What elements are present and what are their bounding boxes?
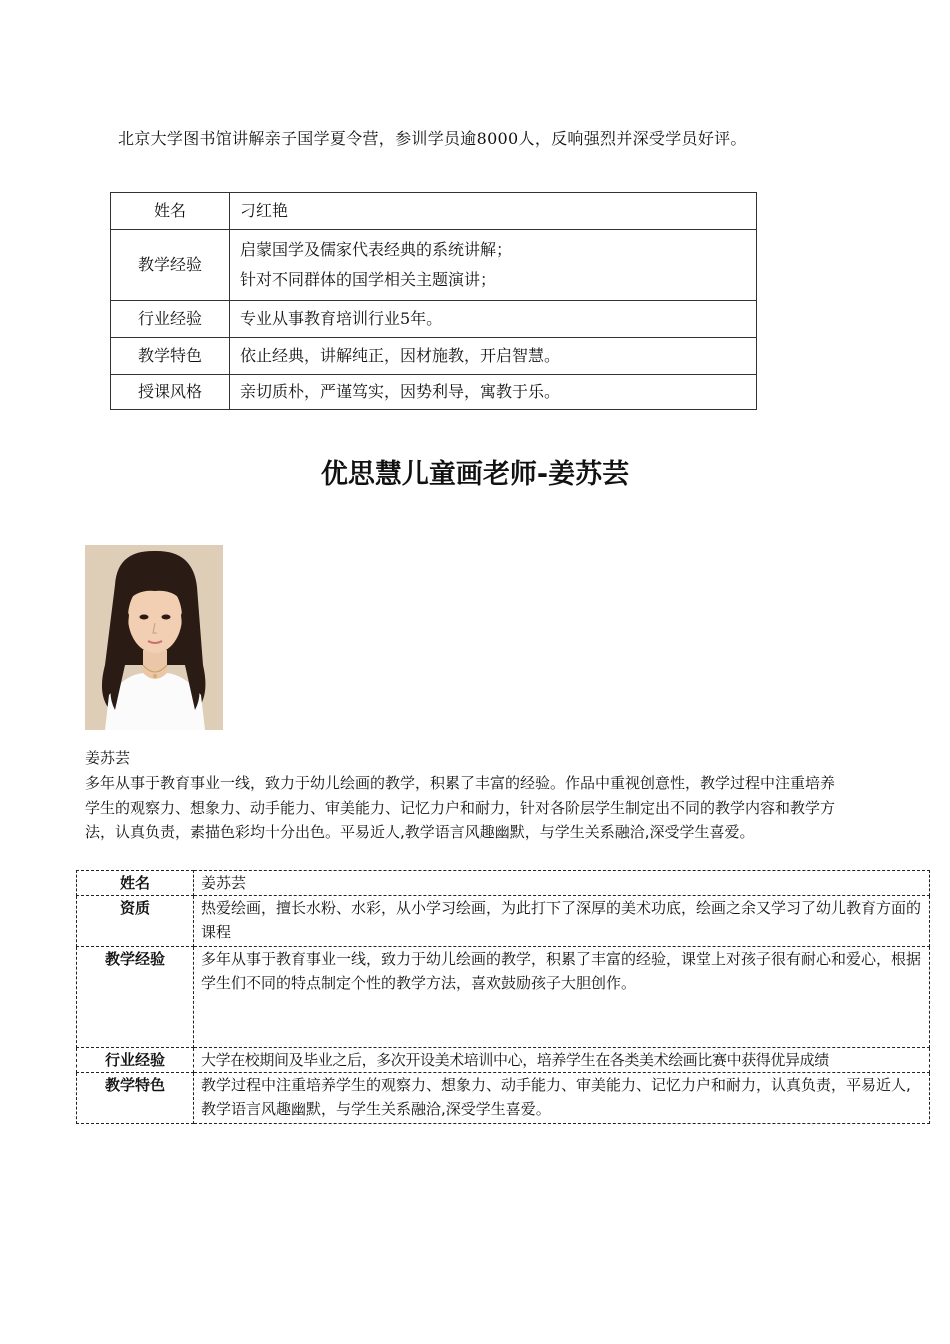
row-value-industry-experience: 大学在校期间及毕业之后，多次开设美术培训中心，培养学生在各类美术绘画比赛中获得优异成绩: [194, 1048, 930, 1073]
section-title: 优思慧儿童画老师-姜苏芸: [320, 459, 630, 490]
row-value-teaching-experience: [230, 230, 757, 301]
row-value-name: 姜苏芸: [194, 871, 930, 896]
row-label-industry-experience: 行业经验: [77, 1048, 194, 1073]
value-line: 针对不同群体的国学相关主题演讲；: [240, 270, 497, 289]
row-value-name: 刁红艳: [230, 193, 757, 230]
table-row: [111, 301, 757, 338]
teacher1-info-table: [110, 192, 757, 410]
row-label-name: 姓名: [77, 871, 194, 896]
table-row: [77, 896, 930, 947]
table-row: [77, 1073, 930, 1124]
row-value-teaching-style: 亲切质朴，严谨笃实，因势利导，寓教于乐。: [230, 375, 757, 410]
row-value-teaching-experience: 多年从事于教育事业一线，致力于幼儿绘画的教学，积累了丰富的经验，课堂上对孩子很有耐心和爱心，根据学生们不同的特点制定个性的教学方法，喜欢鼓励孩子大胆创作。: [194, 947, 930, 1048]
table-row: [111, 230, 757, 301]
row-label-teaching-style: 授课风格: [111, 375, 230, 410]
row-label-teaching-experience: 教学经验: [77, 947, 194, 1048]
row-value-teaching-features: 依止经典，讲解纯正，因材施教，开启智慧。: [230, 338, 757, 375]
row-label-teaching-features: 教学特色: [111, 338, 230, 375]
table-row: [77, 1048, 930, 1073]
row-value-teaching-features: 教学过程中注重培养学生的观察力、想象力、动手能力、审美能力、记忆力户和耐力，认真负责，平易近人,教学语言风趣幽默，与学生关系融洽,深受学生喜爱。: [194, 1073, 930, 1124]
portrait-photo: [85, 545, 223, 730]
table-row: [111, 193, 757, 230]
teacher2-info-table: [76, 870, 930, 1124]
row-value-industry-experience: 专业从事教育培训行业5年。: [230, 301, 757, 338]
row-label-teaching-features: 教学特色: [77, 1073, 194, 1124]
row-label-qualification: 资质: [77, 896, 194, 947]
table-row: [111, 338, 757, 375]
row-label-industry-experience: 行业经验: [111, 301, 230, 338]
table-row: [111, 375, 757, 410]
row-label-name: 姓名: [111, 193, 230, 230]
portrait-illustration: [85, 545, 223, 730]
table-row: [77, 871, 930, 896]
value-line: 启蒙国学及儒家代表经典的系统讲解；: [240, 240, 513, 259]
bio-paragraph: 多年从事于教育事业一线，致力于幼儿绘画的教学，积累了丰富的经验。作品中重视创意性，教学过程中注重培养学生的观察力、想象力、动手能力、审美能力、记忆力户和耐力，针对各阶层学生制定出不同的教学内容和教学方法，认真负责，素描色彩均十分出色。平易近人,教学语言风趣幽默，与学生关系融洽,深受学生喜爱。: [85, 774, 836, 841]
row-value-qualification: 热爱绘画，擅长水粉、水彩，从小学习绘画，为此打下了深厚的美术功底，绘画之余又学习了幼儿教育方面的课程: [194, 896, 930, 947]
intro-paragraph: 北京大学图书馆讲解亲子国学夏令营，参训学员逾8000人，反响强烈并深受学员好评。: [118, 129, 747, 148]
bio-name: 姜苏芸: [85, 749, 131, 767]
table-row: [77, 947, 930, 1048]
row-label-teaching-experience: 教学经验: [111, 230, 230, 301]
